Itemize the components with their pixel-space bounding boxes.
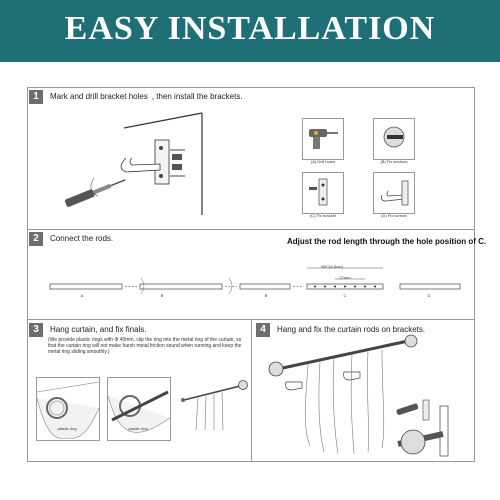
step-1-drill-box [302, 118, 344, 160]
step-3-number: 3 [29, 323, 43, 337]
step-2-part-b2: B [264, 293, 268, 298]
step-1-bracket-illustration [60, 110, 210, 215]
step-3-ring-panel-1 [36, 377, 100, 441]
step-2-number: 2 [29, 232, 43, 246]
bracket-icon [307, 177, 339, 207]
step-1-anchor-box [373, 118, 415, 160]
step-2-note: Adjust the rod length through the hole position of C. [287, 237, 487, 246]
step-2-part-a: A [80, 293, 84, 298]
step-1-fix-bracket-box [302, 172, 344, 214]
step-2-dimension-wc: W/C(4-8cm) [321, 264, 343, 269]
step-4-text: Hang and fix the curtain rods on brackets. [277, 325, 426, 334]
step-1-label-c: (C) Fix bracket [309, 213, 337, 218]
step-2-dimension-27mm: 27mm [339, 275, 351, 280]
step-1-text: Mark and drill bracket holes , then install the brackets. [50, 92, 243, 101]
screw-icon [378, 177, 410, 207]
step-3-caption-1: plastic ring [57, 426, 77, 431]
step-3-text: Hang curtain, and fix finals. [50, 325, 147, 334]
drill-icon [307, 125, 339, 151]
anchor-icon [378, 125, 410, 151]
step-4-hanging-illustration [258, 336, 473, 460]
divider-step-4 [251, 319, 252, 462]
divider-step-2 [27, 229, 475, 230]
step-2-rod-illustration [45, 262, 465, 307]
step-2-part-c: C [343, 293, 347, 298]
step-2-part-d: D [427, 293, 431, 298]
step-1-number: 1 [29, 90, 43, 104]
step-3-final-illustration [178, 380, 248, 430]
step-1-label-d: (D) Fix screws [381, 213, 407, 218]
step-2-part-b1: B [160, 293, 164, 298]
step-3-caption-2: plastic ring [128, 426, 148, 431]
step-4-number: 4 [256, 323, 270, 337]
step-1-label-a: (A) Drill holes [310, 159, 335, 164]
step-2-text: Connect the rods. [50, 234, 114, 243]
step-1-label-b: (B) Fix anchors [380, 159, 408, 164]
page-title: EASY INSTALLATION [64, 10, 436, 47]
step-3-ring-panel-2 [107, 377, 171, 441]
step-3-note: (We provide plastic rings with Φ 40mm, clip the ring into the metal ring of the curtain, so that the curtain ring will not make harsh metal friction sound when running and keep the metal ring sliding smoothly.) [48, 337, 242, 355]
step-1-fix-screws-box [373, 172, 415, 214]
